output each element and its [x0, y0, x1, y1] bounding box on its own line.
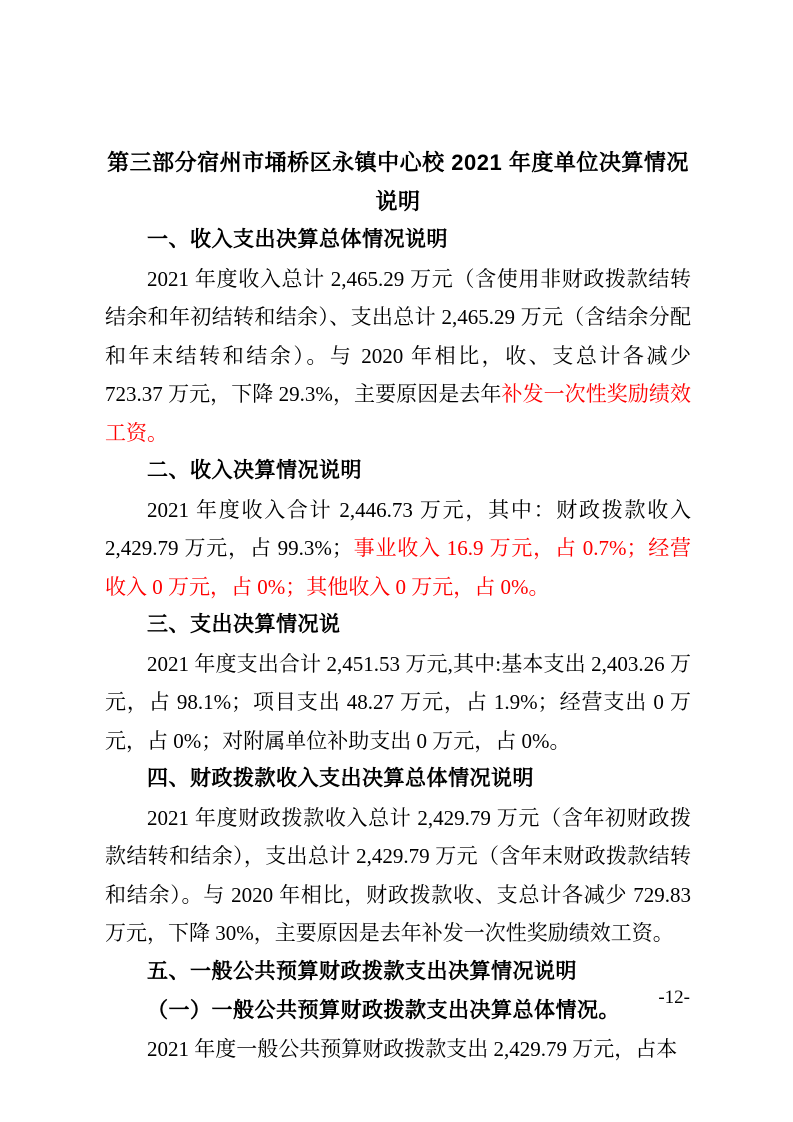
document-body: [105, 221, 691, 1068]
section-heading: [105, 606, 691, 645]
text-run: 三、支出决算情况说: [147, 613, 341, 636]
text-run: 五、一般公共预算财政拨款支出决算情况说明: [147, 959, 577, 983]
highlighted-text-run: 事业收入 16.9 万元，占 0.7%；经营收入 0 万元，占 0%；其他收入 0 万元，占 0%。: [105, 536, 691, 599]
text-run: 2021 年度收入总计 2,465.29 万元（含使用非财政拨款结转结余和年初结转和结余）、支出总计 2,465.29 万元（含结余分配和年末结转和结余）。与 2020 年相比，收、支总计各减少 723.37 万元，下降 29.3%，主要原因是去年: [105, 266, 691, 406]
paragraph: [105, 799, 691, 953]
section-heading: [105, 221, 691, 260]
section-heading: [105, 760, 691, 799]
paragraph: [105, 260, 691, 453]
paragraph: [105, 1030, 691, 1069]
text-run: 2021 年度财政拨款收入总计 2,429.79 万元（含年初财政拨款结转和结余），支出总计 2,429.79 万元（含年末财政拨款结转和结余）。与 2020 年相比，财政拨款收、支总计各减少 729.83 万元，下降 30%，主要原因是去年补发一次性奖励绩效工资。: [105, 805, 691, 945]
document-title: 第三部分宿州市埇桥区永镇中心校 2021 年度单位决算情况说明: [107, 150, 689, 214]
highlighted-text-run: 补发一次性奖励绩效工资。: [105, 382, 691, 445]
text-run: 二、收入决算情况说明: [147, 459, 362, 482]
text-run: 四、财政拨款收入支出决算总体情况说明: [147, 767, 534, 790]
sub-heading: [105, 991, 691, 1030]
text-run: 2021 年度支出合计 2,451.53 万元,其中:基本支出 2,403.26 万元，占 98.1%；项目支出 48.27 万元，占 1.9%；经营支出 0 万元，占 0%；对附属单位补助支出 0 万元，占 0%。: [105, 651, 691, 753]
document-content: [105, 144, 691, 1068]
section-heading: [105, 953, 691, 992]
text-run: 2021 年度收入合计 2,446.73 万元，其中：财政拨款收入 2,429.79 万元，占 99.3%；: [105, 497, 691, 560]
text-run: （一）一般公共预算财政拨款支出决算总体情况。: [147, 998, 620, 1022]
section-heading: [105, 452, 691, 491]
paragraph: [105, 645, 691, 761]
text-run: 一、收入支出决算总体情况说明: [147, 228, 448, 251]
page-number: -12-: [658, 987, 690, 1008]
paragraph: [105, 491, 691, 607]
text-run: 2021 年度一般公共预算财政拨款支出 2,429.79 万元，占本: [147, 1036, 678, 1061]
